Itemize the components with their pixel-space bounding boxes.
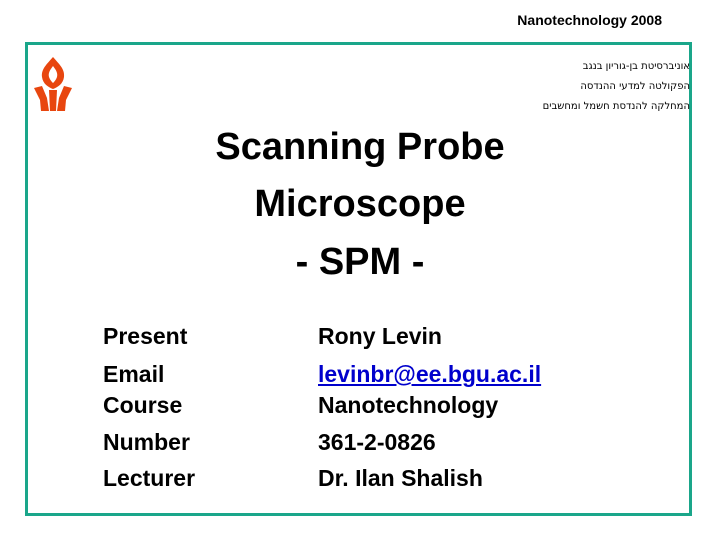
title-line-1: Scanning Probe	[215, 126, 505, 168]
faculty-name: הפקולטה למדעי ההנדסה	[580, 81, 690, 92]
email-link[interactable]: levinbr@ee.bgu.ac.il	[318, 361, 542, 387]
event-header: Nanotechnology 2008	[517, 12, 662, 28]
title-line-2: Microscope	[254, 183, 466, 225]
title-line-3: - SPM -	[295, 241, 425, 283]
number-label: Number	[103, 429, 190, 455]
course-label: Course	[103, 392, 183, 418]
lecturer-label: Lecturer	[103, 465, 196, 491]
department-name: המחלקה להנדסת חשמל ומחשבים	[542, 101, 690, 112]
university-flame-logo-icon	[32, 56, 74, 112]
email-label: Email	[103, 361, 165, 387]
course-number: 361-2-0826	[318, 429, 436, 455]
present-label: Present	[103, 323, 188, 349]
course-value: Nanotechnology	[318, 392, 499, 418]
university-name: אוניברסיטת בן-גוריון בנגב	[582, 61, 690, 72]
lecturer-name: Dr. Ilan Shalish	[318, 465, 483, 491]
presenter-name: Rony Levin	[318, 323, 442, 349]
